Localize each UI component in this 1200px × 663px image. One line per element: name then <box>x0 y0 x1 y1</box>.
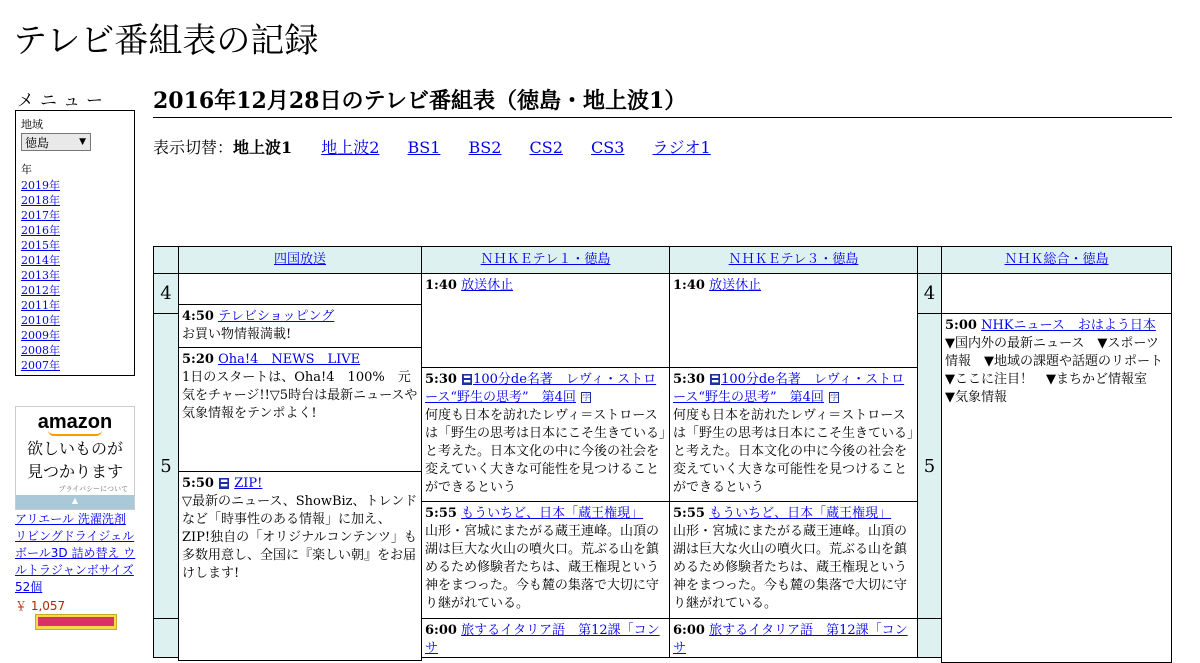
program-time: 5:30 <box>425 372 457 387</box>
channel-header-shikoku <box>178 246 422 274</box>
program-time: 1:40 <box>673 278 705 293</box>
spacer-header <box>917 246 942 274</box>
page-title: 2016年12月28日のテレビ番組表（徳島・地上波1） <box>153 84 1172 118</box>
program-title-link[interactable]: 100分de名著 レヴィ・ストロース“野生の思考” 第4回 <box>673 372 905 405</box>
year-link-2015[interactable]: 2015年 <box>21 239 60 252</box>
year-link-2010[interactable]: 2010年 <box>21 314 60 327</box>
site-title: テレビ番組表の記録 <box>13 21 319 61</box>
program-cell <box>178 347 422 472</box>
program-time: 5:55 <box>673 506 705 521</box>
program-cell <box>669 367 918 502</box>
switcher-link-cs2[interactable]: CS2 <box>529 138 563 157</box>
year-link-2013[interactable]: 2013年 <box>21 269 60 282</box>
channel-header-etele1 <box>421 246 670 274</box>
program-time: 5:55 <box>425 506 457 521</box>
channel-link-etele1[interactable]: ＮＨＫＥテレ１・徳島 <box>480 252 611 267</box>
program-empty <box>941 273 1172 314</box>
hour-cell-6 <box>153 618 179 658</box>
year-link-2017[interactable]: 2017年 <box>21 209 60 222</box>
year-link-2014[interactable]: 2014年 <box>21 254 60 267</box>
program-title-link[interactable]: Oha!4 NEWS LIVE <box>218 352 361 367</box>
program-title-link[interactable]: NHKニュース おはよう日本 <box>981 318 1156 333</box>
program-title-link[interactable]: 放送休止 <box>461 278 514 293</box>
data-broadcast-icon: 〓 <box>220 479 229 488</box>
hour-cell-6-right <box>917 618 942 658</box>
program-empty <box>178 273 422 305</box>
hour-cell-4-right: 4 <box>917 273 942 314</box>
year-link-2011[interactable]: 2011年 <box>21 299 60 312</box>
program-desc: 山形・宮城にまたがる蔵王連峰。山頂の湖は巨大な火山の噴火口。荒ぶる山を鎮めるため修験者たちは、蔵王権現という神をまつった。今も麓の集落で大切に守り継がれている。 <box>673 524 908 611</box>
program-cell <box>178 304 422 348</box>
corner-cell <box>153 246 179 274</box>
ad-product-link[interactable]: アリエール 洗濯洗剤 リビングドライジェルボール3D 詰め替え ウルトラジャンボサイズ 52個 <box>15 512 136 594</box>
year-link-2007[interactable]: 2007年 <box>21 359 60 372</box>
program-cell <box>669 618 918 658</box>
program-cell <box>421 273 670 368</box>
program-desc: お買い物情報満載! <box>182 327 292 342</box>
program-cell <box>669 501 918 619</box>
year-link-2009[interactable]: 2009年 <box>21 329 60 342</box>
switcher-link-cs3[interactable]: CS3 <box>591 138 625 157</box>
year-link-2018[interactable]: 2018年 <box>21 194 60 207</box>
ad-product-image[interactable] <box>35 614 117 630</box>
year-label: 年 <box>21 163 32 176</box>
program-title-link[interactable]: もういちど、日本「蔵王権現」 <box>709 506 892 521</box>
program-cell <box>941 313 1177 663</box>
program-title-link[interactable]: もういちど、日本「蔵王権現」 <box>461 506 644 521</box>
program-desc: 何度も日本を訪れたレヴィ＝ストロースは「野生の思考は日本にこそ生きている」と考えた。日本文化の中に今後の社会を変えていく大きな可能性を見つけることができるという <box>425 408 666 495</box>
program-time: 5:30 <box>673 372 705 387</box>
hour-cell-4: 4 <box>153 273 179 314</box>
caption-icon: 字 <box>582 393 591 402</box>
hour-cell-5: 5 <box>153 313 179 619</box>
program-title-link[interactable]: 放送休止 <box>709 278 762 293</box>
program-cell <box>421 618 670 658</box>
menu-box <box>15 110 135 376</box>
ad-expand-arrow-icon[interactable]: ▲ <box>16 495 134 509</box>
program-time: 5:20 <box>182 352 214 367</box>
program-title-link[interactable]: 旅するイタリア語 第12課「コンサ <box>425 623 660 656</box>
switcher-link-radio1[interactable]: ラジオ1 <box>652 138 711 157</box>
program-title-link[interactable]: ZIP! <box>234 476 263 491</box>
switcher-link-chijo2[interactable]: 地上波2 <box>321 138 380 157</box>
data-broadcast-icon: 〓 <box>463 375 472 384</box>
program-time: 4:50 <box>182 309 214 324</box>
program-time: 5:50 <box>182 476 214 491</box>
year-link-2016[interactable]: 2016年 <box>21 224 60 237</box>
caption-icon: 字 <box>830 393 839 402</box>
region-selected-value: 徳島 <box>25 135 50 150</box>
program-desc: 1日のスタートは、Oha!4 100% 元気をチャージ!!▽5時台は最新ニュースや気象情報をテンポよく! <box>182 370 418 421</box>
program-cell <box>421 367 670 502</box>
program-desc: 山形・宮城にまたがる蔵王連峰。山頂の湖は巨大な火山の噴火口。荒ぶる山を鎮めるため修験者たちは、蔵王権現という神をまつった。今も麓の集落で大切に守り継がれている。 <box>425 524 660 611</box>
program-time: 6:00 <box>425 623 457 638</box>
year-link-2008[interactable]: 2008年 <box>21 344 60 357</box>
channel-link-shikoku[interactable]: 四国放送 <box>273 252 326 267</box>
channel-header-sogo <box>941 246 1172 274</box>
region-select[interactable] <box>21 133 91 151</box>
program-time: 1:40 <box>425 278 457 293</box>
program-title-link[interactable]: 旅するイタリア語 第12課「コンサ <box>673 623 908 656</box>
hour-cell-5-right: 5 <box>917 313 942 619</box>
program-desc: 何度も日本を訪れたレヴィ＝ストロースは「野生の思考は日本にこそ生きている」と考えた。日本文化の中に今後の社会を変えていく大きな可能性を見つけることができるという <box>673 408 914 495</box>
program-cell <box>669 273 918 368</box>
year-link-2019[interactable]: 2019年 <box>21 179 60 192</box>
data-broadcast-icon: 〓 <box>711 375 720 384</box>
program-title-link[interactable]: 100分de名著 レヴィ・ストロース“野生の思考” 第4回 <box>425 372 657 405</box>
product-package-icon <box>38 617 114 626</box>
amazon-logo: amazon <box>37 411 113 433</box>
ad-product-price: ￥ 1,057 <box>15 599 66 613</box>
channel-header-etele3 <box>669 246 918 274</box>
schedule-grid <box>153 246 1177 656</box>
ad-tagline-line2: 見つかります <box>26 462 123 481</box>
program-desc: ▽最新のニュース、ShowBiz、トレンドなど「時事性のある情報」に加え、ZIP!独自の「オリジナルコンテンツ」も多数用意し、全国に『楽しい朝』をお届けします! <box>182 494 418 581</box>
channel-switcher <box>153 135 734 158</box>
amazon-ad-banner[interactable] <box>15 406 135 510</box>
switcher-link-bs2[interactable]: BS2 <box>468 138 502 157</box>
ad-privacy-link[interactable]: プライバシーについて <box>58 485 128 493</box>
program-cell <box>421 501 670 619</box>
program-time: 5:00 <box>945 318 977 333</box>
channel-link-sogo[interactable]: ＮＨＫ総合・徳島 <box>1004 252 1109 267</box>
program-time: 6:00 <box>673 623 705 638</box>
program-title-link[interactable]: テレビショッピング <box>218 309 335 324</box>
program-cell <box>178 471 422 661</box>
year-link-2012[interactable]: 2012年 <box>21 284 60 297</box>
ad-tagline-line1: 欲しいものが <box>26 439 123 458</box>
program-desc: ▼国内外の最新ニュース ▼スポーツ情報 ▼地域の課題や話題のリポート ▼ここに注目！ ▼まちかど情報室 ▼気象情報 <box>945 336 1177 405</box>
region-label: 地域 <box>21 118 43 131</box>
menu-heading: メニュー <box>17 91 109 111</box>
year-list <box>21 178 129 373</box>
dropdown-arrow-icon: ▼ <box>79 137 86 147</box>
switcher-link-bs1[interactable]: BS1 <box>407 138 441 157</box>
switcher-label: 表示切替： <box>153 138 234 157</box>
switcher-current: 地上波1 <box>233 138 293 157</box>
channel-link-etele3[interactable]: ＮＨＫＥテレ３・徳島 <box>728 252 859 267</box>
